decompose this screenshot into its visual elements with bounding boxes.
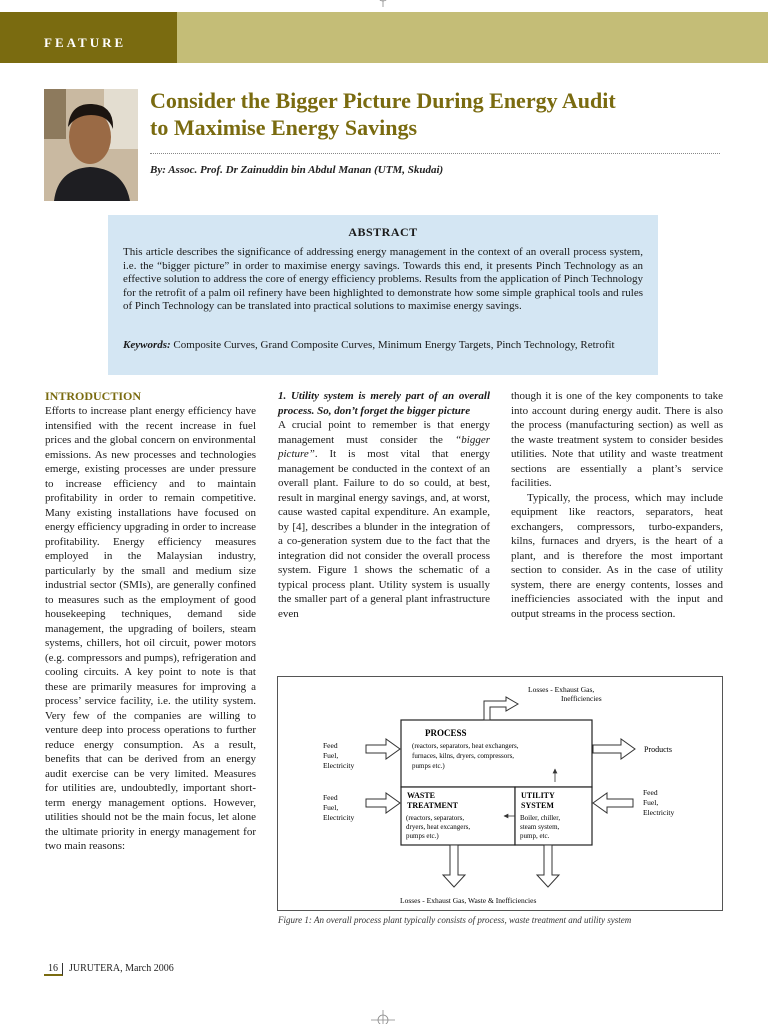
losses-bottom-arrow-waste xyxy=(443,845,465,887)
waste-title-1: WASTE xyxy=(407,791,436,800)
feed-left-top-3: Electricity xyxy=(323,761,355,770)
feed-left-bottom-1: Feed xyxy=(323,793,338,802)
feed-right-3: Electricity xyxy=(643,808,675,817)
page-footer xyxy=(44,963,174,976)
process-title: PROCESS xyxy=(425,728,467,738)
feed-right-1: Feed xyxy=(643,788,658,797)
column-3 xyxy=(511,389,723,621)
process-plant-diagram xyxy=(278,677,722,910)
introduction-text: Efforts to increase plant energy efficiency have intensified with the recent increase in fuel prices and the global concern on environmental emissions. As new processes and technologies emerge, existing processes are under pressure to increase efficiency and to maintain profitability in order to remain competitive. Many existing installations have focused on energy efficiency upgrading in order to increase profitability. Energy efficiency measures employed in the Malaysian industry, particularly by the small and medium size industrial sector (SMIs), are generally confined to measures such as the employment of good housekeeping techniques, demand side management, the upgrading of boilers, steam systems, chillers, hot oil circuit, power motors (e.g. compressors and pumps), refrigeration and cooling circuits. A key point to note is that these are primarily measures for improving a process’ service facility, i.e. the utility system. Very few of the companies are willing to venture deep into process operations to further reduce energy consumption. As a result, benefits that can be derived from an energy audit exercise can be very limited. Measures for utilities are, undoubtedly, important short-term energy management options. However, utilities should not be the main focus, let alone the ultimate priority in energy management for two main reasons: xyxy=(45,405,256,852)
column-3-paragraph-1: though it is one of the key components to take into account during energy audit. There is also the process (manufacturing section) as well as the waste treatment system to consider besides utilities. Note that utility and waste treatment sections are essentially a plant’s service facilities. xyxy=(511,390,723,489)
feed-left-top-1: Feed xyxy=(323,741,338,750)
column-3-paragraph-2: Typically, the process, which may include equipment like reactors, separators, heat exchangers, compressors, turbo-expanders, kilns, furnaces and dryers, is the heart of a plant, and is therefore the most important section to consider. As in the case of utility system, there are energy contents, losses and inefficiencies associated with the input and output streams in the process section. xyxy=(511,491,723,620)
utility-title-2: SYSTEM xyxy=(521,801,554,810)
section-label: FEATURE xyxy=(44,35,127,50)
process-desc-2: furnaces, kilns, dryers, compressors, xyxy=(412,752,515,760)
losses-top-arrow xyxy=(484,697,518,720)
point-1-heading: 1. Utility system is merely part of an overall process. So, don’t forget the bigger picture xyxy=(278,390,490,417)
process-desc-3: pumps etc.) xyxy=(412,762,445,770)
feed-left-top-2: Fuel, xyxy=(323,751,339,760)
keywords-list: Composite Curves, Grand Composite Curves, Minimum Energy Targets, Pinch Technology, Retrofit xyxy=(173,339,615,351)
abstract-box xyxy=(108,215,658,375)
utility-desc-2: steam system, xyxy=(520,823,560,831)
losses-bottom-arrow-utility xyxy=(537,845,559,887)
column-2 xyxy=(278,389,490,621)
waste-desc-3: pumps etc.) xyxy=(406,832,439,840)
title-line-1: Consider the Bigger Picture During Energy Audit xyxy=(150,88,616,113)
process-desc-1: (reactors, separators, heat exchangers, xyxy=(412,742,519,750)
title-divider xyxy=(150,153,720,154)
col2-text-end: . It is most vital that energy management be conducted in the context of an overall plant. Failure to do so could, at best, result in marginal energy savings, and, at worst, cause wasted capital expenditure. An example, by [4], describes a blunder in the integration of a co-generation system due to the fact that the integration did not consider the overall process system. Figure 1 shows the schematic of a typical process plant. Utility system is usually the smaller part of a general plant infrastructure even xyxy=(278,448,490,620)
publication-info: JURUTERA, March 2006 xyxy=(69,963,174,974)
column-1 xyxy=(45,389,256,854)
title-line-2: to Maximise Energy Savings xyxy=(150,115,418,140)
products-arrow xyxy=(593,739,635,759)
utility-title-1: UTILITY xyxy=(521,791,555,800)
figure-1 xyxy=(277,676,723,911)
abstract-heading: ABSTRACT xyxy=(348,225,418,239)
col2-quote: “bigger picture” xyxy=(278,433,490,460)
section-tab xyxy=(0,12,177,63)
utility-desc-1: Boiler, chiller, xyxy=(520,814,561,822)
products-label: Products xyxy=(644,745,672,754)
feed-arrow-process xyxy=(366,739,400,759)
waste-title-2: TREATMENT xyxy=(407,801,458,810)
figure-caption: Figure 1: An overall process plant typically consists of process, waste treatment and utility system xyxy=(278,915,632,925)
keywords-label: Keywords: xyxy=(123,339,171,351)
feed-arrow-waste xyxy=(366,793,400,813)
article-title xyxy=(150,87,750,141)
byline: By: Assoc. Prof. Dr Zainuddin bin Abdul Manan (UTM, Skudai) xyxy=(150,164,444,176)
waste-desc-1: (reactors, separators, xyxy=(406,814,465,822)
feed-left-bottom-3: Electricity xyxy=(323,813,355,822)
utility-desc-3: pump, etc. xyxy=(520,832,550,840)
feed-right-2: Fuel, xyxy=(643,798,659,807)
registration-mark-top xyxy=(371,0,395,9)
author-photo xyxy=(44,89,138,201)
page-number: 16 xyxy=(44,963,63,976)
introduction-heading: INTRODUCTION xyxy=(45,389,142,403)
abstract-text: This article describes the significance of addressing energy management in the context of an overall process system, i.e. the “bigger picture” in order to maximise energy savings. Towards this end, it presents Pinch Technology as an effective solution to address the core of energy efficiency problems. Results from the application of Pinch Technology for the retrofit of a palm oil refinery have been highlighted to demonstrate how some simple graphical tools and rules of Pinch Technology can be translated into practical solutions to maximise energy savings. xyxy=(123,246,643,312)
col2-text-start: A crucial point to remember is that energy management must consider the xyxy=(278,419,490,446)
waste-desc-2: dryers, heat excangers, xyxy=(406,823,471,831)
registration-mark-bottom xyxy=(371,1010,395,1024)
losses-bottom-label: Losses - Exhaust Gas, Waste & Inefficiencies xyxy=(400,896,537,905)
column-2-text xyxy=(278,418,490,621)
feed-arrow-utility xyxy=(593,793,633,813)
abstract-keywords xyxy=(123,339,643,353)
losses-top-2: Inefficiencies xyxy=(561,694,602,703)
feed-left-bottom-2: Fuel, xyxy=(323,803,339,812)
losses-top-1: Losses - Exhaust Gas, xyxy=(528,685,595,694)
